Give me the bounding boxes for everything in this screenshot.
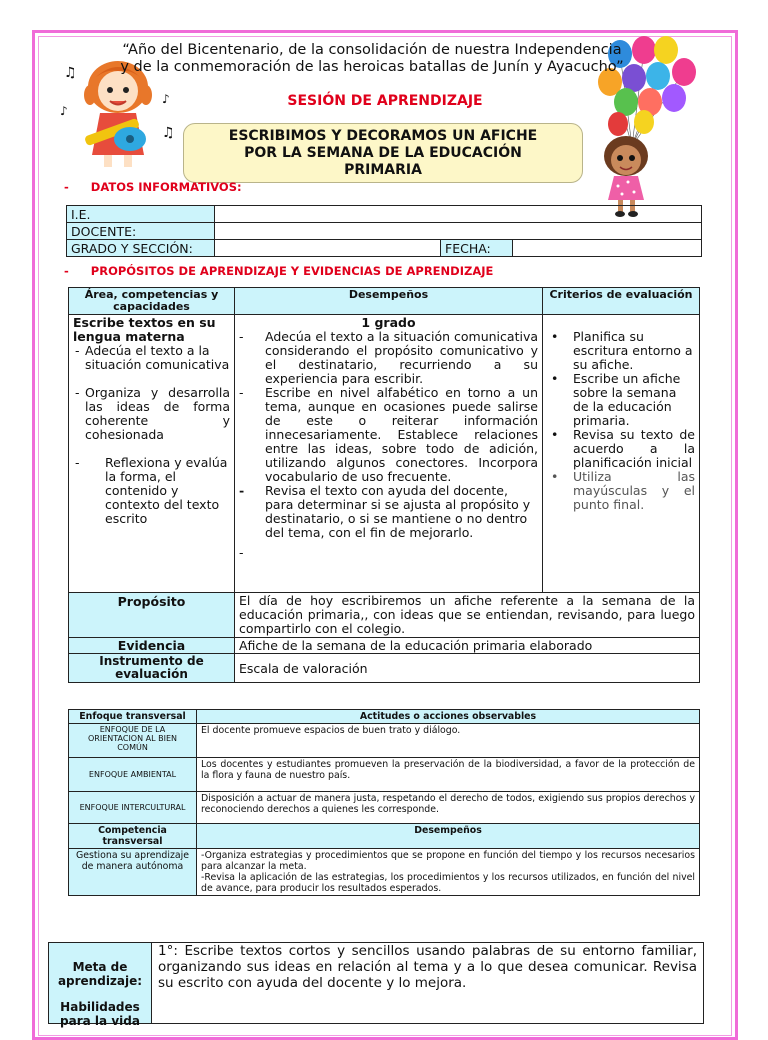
- actitudes-header: Actitudes o acciones observables: [197, 710, 700, 724]
- fecha-label: FECHA:: [441, 240, 513, 257]
- competencia-transversal-header: Competencia transversal: [69, 824, 197, 849]
- propositos-heading-text: PROPÓSITOS DE APRENDIZAJE Y EVIDENCIAS DE APRENDIZAJE: [90, 264, 494, 278]
- lesson-title-line-1: ESCRIBIMOS Y DECORAMOS UN AFICHE: [228, 128, 538, 144]
- lesson-title-line-2: POR LA SEMANA DE LA EDUCACIÓN: [244, 145, 522, 161]
- capacidad-item: - Organiza y desarrolla las ideas de forma coherente y cohesionada: [75, 385, 230, 442]
- datos-table: [66, 205, 702, 257]
- comp-desempeno-line: -Revisa la aplicación de las estrategias, los procedimientos y los recursos utilizados, en función del nivel de avance, para producir los resultados esperados.: [201, 872, 695, 894]
- competencia-name: Escribe textos en su lengua materna: [73, 315, 216, 344]
- capacidad-item: - Reflexiona y evalúa la forma, el contenido y contexto del texto escrito: [75, 455, 228, 526]
- desempenos-cell: 1 grado - Adecúa el texto a la situación comunicativa considerando el propósito comunicativo y el destinatario, recurriendo a su experiencia para escribir. - Escribe en nivel alfabético en torno a un tema, aunque en ocasiones puede salirse de este o reiterar información innecesariamente. Establece relaciones entre las ideas, sobre todo de adición, utilizando algunos conectores. Incorpora vocabulario de uso frecuente. - Revisa el texto con ayuda del docente, para determinar si se ajusta al propósito y destinatario, o si se mantiene o no dentro del tema, con el fin de mejorarlo. -: [235, 315, 543, 593]
- meta-label-cell: [48, 942, 152, 1028]
- enfoque-accion: Disposición a actuar de manera justa, respetando el derecho de todos, exigiendo sus propios derechos y reconociendo derechos a quienes les corresponde.: [197, 792, 700, 824]
- comp-desempeno-line: -Organiza estrategias y procedimientos que se propone en función del tiempo y los recursos necesarios para alcanzar la meta.: [201, 850, 695, 872]
- desempenos-transversal-header: Desempeños: [197, 824, 700, 849]
- grado-label: GRADO Y SECCIÓN:: [67, 240, 215, 257]
- docente-value-field[interactable]: [215, 223, 702, 240]
- desempeno-item: - Adecúa el texto a la situación comunicativa considerando el propósito comunicativo y el destinatario, recurriendo a su experiencia para escribir.: [239, 329, 538, 386]
- criterio-item: • Utiliza las mayúsculas y el punto final.: [551, 469, 695, 512]
- enfoque-name: ENFOQUE DE LA ORIENTACION AL BIEN COMÚN: [69, 724, 197, 758]
- svg-text:♫: ♫: [162, 125, 175, 141]
- lesson-title-box: [183, 123, 583, 183]
- meta-label: Meta de aprendizaje:: [57, 960, 143, 988]
- competencia-cell: [69, 315, 235, 593]
- enfoque-name: ENFOQUE AMBIENTAL: [69, 758, 197, 792]
- evidencia-label: Evidencia: [69, 638, 235, 654]
- criterio-item: • Planifica su escritura entorno a su afiche.: [551, 329, 693, 372]
- svg-text:♫: ♫: [64, 65, 77, 81]
- criterio-item: • Escribe un afiche sobre la semana de la educación primaria.: [551, 371, 681, 428]
- col-criterios-header: Criterios de evaluación: [543, 288, 700, 315]
- competencia-transversal-desempenos: [197, 849, 700, 896]
- quote-line-1: “Año del Bicentenario, de la consolidación de nuestra Independencia: [122, 42, 622, 58]
- evidencia-text: Afiche de la semana de la educación primaria elaborado: [235, 638, 700, 654]
- session-title: SESIÓN DE APRENDIZAJE: [287, 93, 483, 109]
- svg-text:♪: ♪: [162, 92, 170, 106]
- col-desempenos-header: Desempeños: [235, 288, 543, 315]
- propositos-table: [68, 287, 700, 683]
- datos-heading-text: DATOS INFORMATIVOS:: [90, 180, 242, 194]
- criterios-cell: [543, 315, 700, 593]
- proposito-text: El día de hoy escribiremos un afiche referente a la semana de la educación primaria,, con ideas que se entiendan, revisando, para luego compartirlo con el colegio.: [235, 593, 700, 638]
- enfoque-name: ENFOQUE INTERCULTURAL: [69, 792, 197, 824]
- datos-heading: [64, 180, 242, 194]
- grado-value-field[interactable]: [215, 240, 441, 257]
- desempeno-item: - Escribe en nivel alfabético en torno a un tema, aunque en ocasiones puede salirse de este o reiterar información innecesariamente. Establece relaciones entre las ideas, sobre todo de adición, utilizando algunos conectores. Incorpora vocabulario de uso frecuente.: [239, 385, 538, 484]
- proposito-label: Propósito: [69, 593, 235, 638]
- criterio-item: • Revisa su texto de acuerdo a la planificación inicial: [551, 427, 695, 470]
- docente-label: DOCENTE:: [67, 223, 215, 240]
- enfoque-accion: El docente promueve espacios de buen trato y diálogo.: [197, 724, 700, 758]
- grado-label: 1 grado: [361, 315, 416, 330]
- desempeno-item: - Revisa el texto con ayuda del docente, para determinar si se ajusta al propósito y destinatario, o si se mantiene o no dentro del tema, con el fin de mejorarlo.: [239, 483, 531, 540]
- col-area-header: Área, competencias y capacidades: [69, 288, 235, 315]
- enfoque-accion: Los docentes y estudiantes promueven la preservación de la biodiversidad, a favor de la protección de la flora y fauna de nuestro país.: [197, 758, 700, 792]
- header-quote: [92, 42, 652, 76]
- fecha-value-field[interactable]: [513, 240, 702, 257]
- quote-line-2: y de la conmemoración de las heroicas batallas de Junín y Ayacucho”: [120, 59, 624, 75]
- lesson-title-line-3: PRIMARIA: [344, 162, 422, 178]
- instrumento-label: Instrumento de evaluación: [69, 654, 235, 683]
- datos-heading-dash: -: [64, 180, 69, 194]
- habilidades-label: Habilidades para la vida: [60, 1000, 140, 1028]
- meta-text: 1°: Escribe textos cortos y sencillos usando palabras de su entorno familiar, organizando sus ideas en relación al tema y a lo que desea comunicar. Revisa su escrito con ayuda del docente y lo mejora.: [151, 942, 704, 1024]
- capacidad-item: - Adecúa el texto a la situación comunicativa: [75, 343, 230, 372]
- ie-label: I.E.: [67, 206, 215, 223]
- competencia-transversal-name: Gestiona su aprendizaje de manera autónoma: [69, 849, 197, 896]
- instrumento-text: Escala de valoración: [235, 654, 700, 683]
- ie-value-field[interactable]: [215, 206, 702, 223]
- svg-text:♪: ♪: [60, 104, 68, 118]
- propositos-heading-dash: -: [64, 264, 69, 278]
- enfoques-table: [68, 709, 700, 896]
- enfoque-header: Enfoque transversal: [69, 710, 197, 724]
- propositos-heading: [64, 264, 493, 278]
